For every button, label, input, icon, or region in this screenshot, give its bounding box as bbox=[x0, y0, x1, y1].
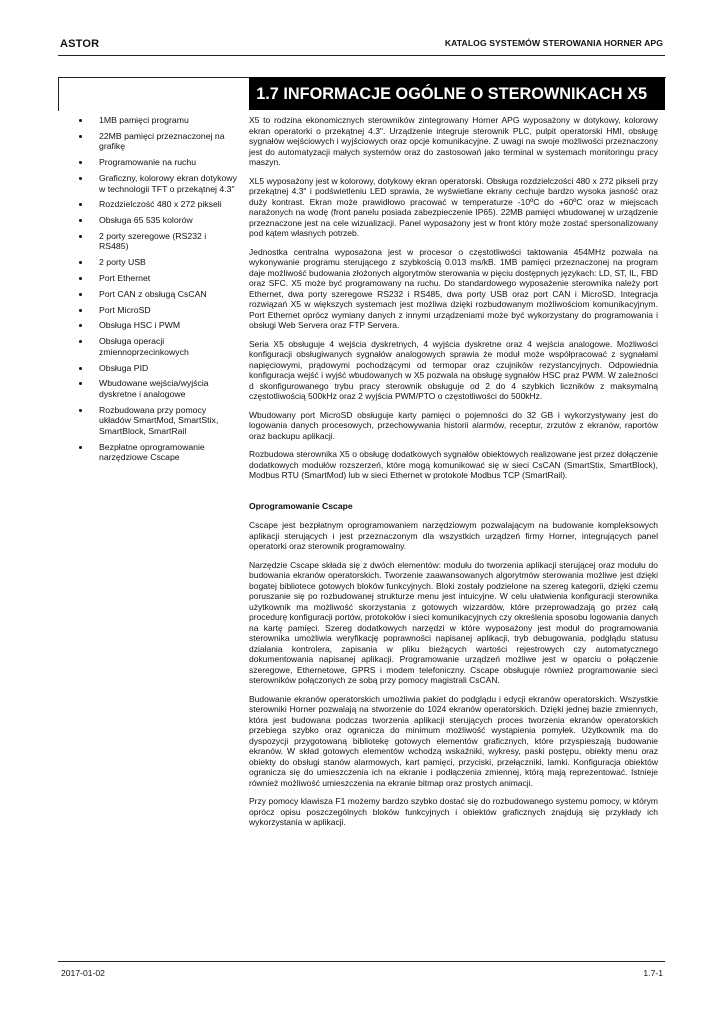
bullet-icon bbox=[79, 161, 82, 164]
feature-label: Port CAN z obsługą CsCAN bbox=[99, 288, 207, 299]
feature-label: Obsługa 65 535 kolorów bbox=[99, 215, 193, 226]
feature-label: Port MicroSD bbox=[99, 304, 151, 315]
feature-item bbox=[62, 257, 238, 268]
body-paragraph: Rozbudowa sterownika X5 o obsługę dodatkowych sygnałów obiektowych realizowane jest przez dołączenie dodatkowych modułów rozszerzeń, które mogą komunikować się w sieci CsCAN (SmartStix, SmartBlock), Modbus RTU (SmartMod) lub w sieci Ethernet w protokole Modbus TCP (SmartRail). bbox=[249, 449, 658, 480]
bullet-icon bbox=[79, 340, 82, 343]
feature-item bbox=[62, 131, 238, 152]
bullet-icon bbox=[79, 309, 82, 312]
feature-item bbox=[62, 199, 238, 210]
bullet-icon bbox=[79, 382, 82, 385]
feature-item bbox=[62, 320, 238, 331]
feature-label: 2 porty szeregowe (RS232 i RS485) bbox=[99, 230, 207, 252]
header-divider bbox=[58, 55, 665, 56]
feature-label: Obsługa operacji zmiennoprzecinkowych bbox=[99, 336, 189, 357]
feature-item bbox=[62, 378, 238, 399]
body-paragraph: Przy pomocy klawisza F1 możemy bardzo szybko dostać się do rozbudowanego systemu pomocy, w którym oprócz opisu poszczególnych bloków funkcyjnych i obiektów graficznych znajdują się przykłady ich wykorzystania w aplikacji. bbox=[249, 796, 658, 827]
bullet-icon bbox=[79, 203, 82, 206]
feature-item bbox=[62, 289, 238, 300]
feature-label: Wbudowane wejścia/wyjścia dyskretne i analogowe bbox=[99, 378, 209, 399]
feature-label: Bezpłatne oprogramowanie narzędziowe Cscape bbox=[99, 441, 205, 463]
feature-label: 22MB pamięci przeznaczonej na grafikę bbox=[99, 130, 225, 152]
feature-item bbox=[62, 405, 238, 437]
section-heading: Oprogramowanie Cscape bbox=[249, 500, 353, 511]
bullet-icon bbox=[79, 119, 82, 122]
body-paragraph: Narzędzie Cscape składa się z dwóch elementów: modułu do tworzenia aplikacji sterującej oraz modułu do budowania ekranów operatorskich. Tworzenie zaawansowanych algorytmów sterowania możliwe jest dzięki bogatej bibliotece gotowych bloków funkcyjnych. Bloki zostały podzielone na szereg kategorii, dzięki czemu poruszanie się po rozbudowanej strukturze menu jest intuicyjne. W celu ułatwienia konfiguracji sterownika użytkownik ma możliwość skorzystania z gotowych wizzardów, które przeprowadzają go przez całą procedurę konfiguracji portów, protokołów i sieci komunikacyjnych czy określenia sposobu logowania danych na kartę pamięci. Szereg dodatkowych narzędzi w które wyposażony jest moduł do programowania sterownika umożliwia weryfikację poprawności napisanej aplikacji, tryb debugowania, podglądu statusu działania kontrolera, zapisania w pliku bieżących wartości rejestrowych czy automatycznego dokumentowania napisanej aplikacji. Programowanie urządzeń możliwe jest w oparciu o połączenie szeregowe, Ethernetowe, GPRS i modem telefoniczny. Cscape obsługuje również programowanie sieci sterowników połączonych ze sobą przy pomocy magistrali CsCAN. bbox=[249, 559, 658, 685]
body-paragraph: Budowanie ekranów operatorskich umożliwia pakiet do podglądu i edycji ekranów operatorskich. Wszystkie sterowniki Horner pozwalają na stworzenie do 1024 ekranów operatorskich. Dzięki jednej bazie zmiennych, która jest budowana podczas tworzenia aplikacji sterujących proces tworzenia ekranów operatorskich przebiega szybko oraz ogranicza do minimum możliwość wystąpienia pomyłek. Użytkownik ma do dyspozycji przygotowaną bibliotekę gotowych elementów graficznych, które przyspieszają budowanie ekranów. W skład gotowych elementów wchodzą wskaźniki, wykresy, paski postępu, obiekty menu oraz obiekty do obsługi stanów alarmowych, kart pamięci, przyciski, przełączniki, lamki. Konfiguracja obiektów ogranicza się do umieszczenia ich na ekranie i podłączenia zmiennej, którą mają reprezentować. Istnieje również możliwość umieszczenia na ekranie bitmap oraz prostych animacji. bbox=[249, 693, 658, 788]
feature-label: 1MB pamięci programu bbox=[99, 115, 189, 125]
header-brand: ASTOR bbox=[60, 38, 100, 50]
feature-label: Obsługa PID bbox=[99, 362, 149, 373]
feature-label: Port Ethernet bbox=[99, 273, 151, 284]
bullet-icon bbox=[79, 277, 82, 280]
feature-label: Obsługa HSC i PWM bbox=[99, 320, 181, 331]
feature-item bbox=[62, 157, 238, 168]
feature-label: Graficzny, kolorowy ekran dotykowy w technologii TFT o przekątnej 4.3" bbox=[99, 172, 237, 194]
feature-item bbox=[62, 215, 238, 226]
body-paragraph: Jednostka centralna wyposażona jest w procesor o częstotliwości taktowania 454MHz pozwala na wykonywanie programu sterującego z szybkością 0.013 ms/kB. 1MB pamięci przeznaczonej na program daje możliwość budowania złożonych algorytmów sterowania w pięciu dostępnych językach: LD, ST, IL, FBD oraz SFC. X5 może być programowany na ruchu. Do standardowego wyposażenie sterownika należy port Ethernet, dwa porty szeregowe RS232 i RS485, dwa porty USB oraz port CAN i MicroSD. Integracja rozwiązań X5 w większych systemach jest możliwa dzięki rozbudowanym możliwościom komunikacyjnym. Port Ethernet oprócz wymiany danych z innymi urządzeniami może być wykorzystany do programowania i obsługi Web Servera oraz FTP Servera. bbox=[249, 246, 658, 330]
body-paragraph: X5 to rodzina ekonomicznych sterowników zintegrowany Horner APG wyposażony w dotykowy, kolorowy ekran operatorki o przekątnej 4.3". Urządzenie integruje sterownik PLC, pulpit operatorski HMI, obsługę sygnałów wejściowych i wyjściowych oraz opcje komunikacyjne. Z uwagi na swoje możliwości przeznaczony jest do automatyzacji małych systemów oraz do zastosowań jako terminal w systemach monitoringu pracy maszyn. bbox=[249, 115, 658, 167]
footer-date: 2017-01-02 bbox=[61, 968, 105, 978]
bullet-icon bbox=[79, 324, 82, 327]
feature-item bbox=[62, 442, 238, 463]
main-content bbox=[249, 115, 658, 836]
bullet-icon bbox=[79, 219, 82, 222]
footer-page-number: 1.7-1 bbox=[643, 968, 663, 978]
feature-item bbox=[62, 115, 238, 126]
feature-item bbox=[62, 305, 238, 316]
body-paragraph: Cscape jest bezpłatnym oprogramowaniem narzędziowym pozwalającym na budowanie kompleksowych aplikacji sterujących i jest przeznaczonym dla wszystkich urządzeń firmy Horner, integrujących panel operatorki oraz sterownik programowalny. bbox=[249, 520, 658, 551]
feature-item bbox=[62, 273, 238, 284]
feature-label: Rozdzielczość 480 x 272 pikseli bbox=[99, 199, 222, 210]
bullet-icon bbox=[79, 135, 82, 138]
bullet-icon bbox=[79, 367, 82, 370]
bullet-icon bbox=[79, 446, 82, 449]
body-paragraph: XL5 wyposażony jest w kolorowy, dotykowy ekran operatorski. Obsługa rozdzielczości 480 x 272 pikseli przy przekątnej 4.3" i podświetleniu LED sprawia, że wyświetlane ekrany cechuje bardzo wysoka jasność oraz duży kontrast. Ekran może prawidłowo pracować w temperaturze -10ºC do +60ºC oraz w miejscach narażonych na wodę (front panelu posiada zabezpieczenie IP65). 22MB pamięci wbudowanej w urządzenie przeznaczone jest na cele wizualizacji. Panel wyposażony jest w front który może zostać spersonalizowany pod kątem własnych potrzeb. bbox=[249, 175, 658, 238]
feature-label: Programowanie na ruchu bbox=[99, 157, 197, 168]
bullet-icon bbox=[79, 293, 82, 296]
feature-label: Rozbudowana przy pomocy układów SmartMod, SmartStix, SmartBlock, SmartRail bbox=[99, 404, 219, 436]
footer-divider bbox=[58, 961, 665, 962]
bullet-icon bbox=[79, 261, 82, 264]
bullet-icon bbox=[79, 177, 82, 180]
feature-item bbox=[62, 363, 238, 374]
feature-item bbox=[62, 173, 238, 194]
feature-item bbox=[62, 336, 238, 357]
body-paragraph: Wbudowany port MicroSD obsługuje karty pamięci o pojemności do 32 GB i wykorzystywany jest do logowania danych procesowych, przechowywania historii alarmów, receptur, zrzutów z ekranów, raportów oraz backupu aplikacji. bbox=[249, 409, 658, 441]
feature-label: 2 porty USB bbox=[99, 257, 146, 268]
body-paragraph: Seria X5 obsługuje 4 wejścia dyskretnych, 4 wyjścia dyskretne oraz 4 wejścia analogowe. Możliwości konfiguracji obsługiwanych sygnałów analogowych sprawia że moduł może współpracować z sygnałami napięciowymi, prądowymi pochodzącymi od termopar oraz czujników rezystancyjnych. Odpowiednia konfiguracja wejść i wyjść wbudowanych w X5 pozwala na obsługę sygnałów HSC praz PWM. W zależności d skonfigurowanego trybu pracy sterownik obsługuje od 2 do 4 szybkich liczników z maksymalną częstotliwością 500kHz oraz 2 wyjścia PWM/PTO o częstotliwości do 500kHz. bbox=[249, 338, 658, 401]
bullet-icon bbox=[79, 235, 82, 238]
feature-item bbox=[62, 231, 238, 252]
header-catalog-title: KATALOG SYSTEMÓW STEROWANIA HORNER APG bbox=[444, 38, 663, 48]
feature-sidebar bbox=[62, 115, 238, 468]
page-title: 1.7 INFORMACJE OGÓLNE O STEROWNIKACH X5 bbox=[249, 77, 665, 110]
bullet-icon bbox=[79, 409, 82, 412]
